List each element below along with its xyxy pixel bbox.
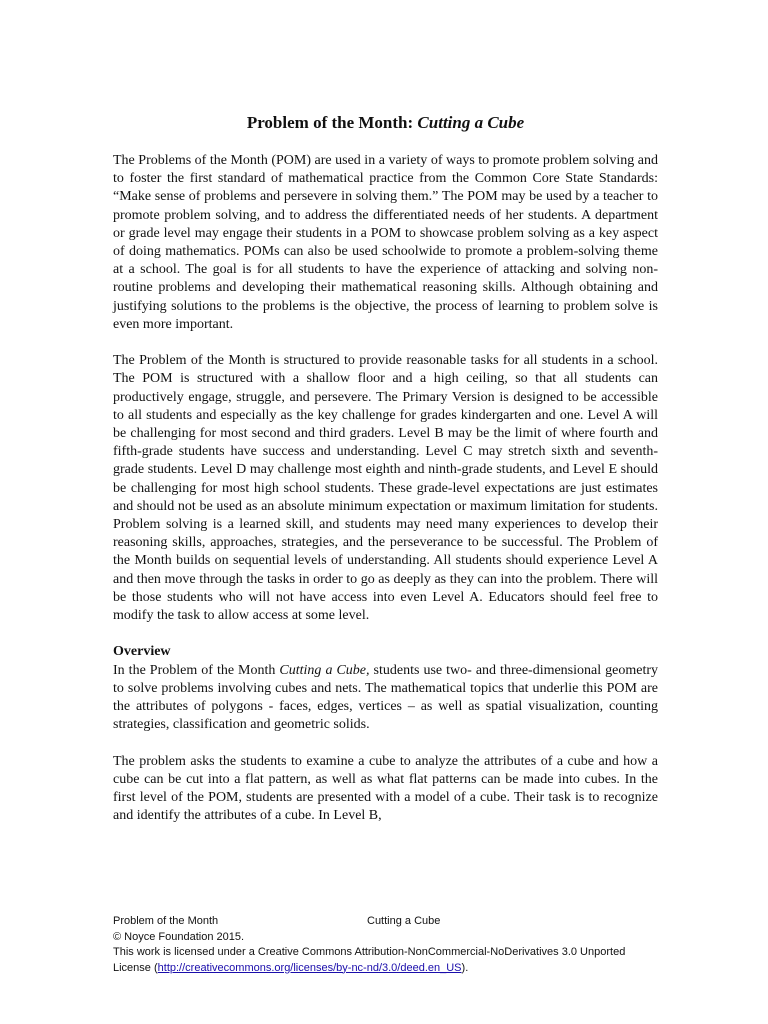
overview-heading: Overview — [113, 644, 171, 660]
footer-license-line1: This work is licensed under a Creative Commons Attribution-NonCommercial-NoDerivatives 3.0 Unported — [113, 946, 626, 958]
footer-title-row — [113, 914, 673, 930]
overview-paragraph — [113, 662, 658, 735]
overview-intro-italic: Cutting a Cube, — [279, 662, 370, 678]
document-page — [113, 0, 658, 1024]
license-link[interactable]: http://creativecommons.org/licenses/by-nc-nd/3.0/deed.en_US — [157, 961, 462, 974]
footer-license-prefix: License ( — [113, 961, 158, 974]
paragraph-problem: The problem asks the students to examine a cube to analyze the attributes of a cube and how a cube can be cut into a flat pattern, as well as what flat patterns can be made into cubes. In the first level of the POM, students are presented with a model of a cube. Their task is to recognize and identify the attributes of a cube. In Level B, — [113, 753, 658, 824]
overview-intro-before: In the Problem of the Month — [113, 662, 280, 678]
paragraph-structure: The Problem of the Month is structured to provide reasonable tasks for all students in a school. The POM is structured with a shallow floor and a high ceiling, so that all students can productively engage, struggle, and persevere. The Primary Version is designed to be accessible to all students and especially as the key challenge for grades kindergarten and one. Level A will be challenging for most second and third graders. Level B may be the limit of where fourth and fifth-grade students have success and understanding. Level C may stretch sixth and seventh-grade students. Level D may challenge most eighth and ninth-grade students, and Level E should be challenging for most high school students. These grade-level expectations are just estimates and should not be used as an absolute minimum expectation or maximum limitation for students. Problem solving is a learned skill, and students may need many experiences to develop their reasoning skills, approaches, strategies, and the perseverance to be successful. The Problem of the Month builds on sequential levels of understanding. All students should experience Level A and then move through the tasks in order to go as deeply as they can into the problem. There will be those students who will not have access into even Level A. Educators should feel free to modify the task to allow access at some level. — [113, 353, 658, 624]
overview-intro-after: students use two- and three-dimensional geometry to solve problems involving cubes and nets. The mathematical topics that underlie this POM are the attributes of polygons - faces, edges, vertices – as well as spatial visualization, counting strategies, classification and geometric solids. — [113, 662, 659, 733]
paragraph-intro: The Problems of the Month (POM) are used in a variety of ways to promote problem solving and to foster the first standard of mathematical practice from the Common Core State Standards: “Make sense of problems and persevere in solving them.” The POM may be used by a teacher to promote problem solving, and to address the differentiated needs of her students. A department or grade level may engage their students in a POM to showcase problem solving as a key aspect of doing mathematics. POMs can also be used schoolwide to promote a problem-solving theme at a school. The goal is for all students to have the experience of attacking and solving non-routine problems and developing their mathematical reasoning skills. Although obtaining and justifying solutions to the problems is the objective, the process of learning to problem solve is even more important. — [113, 153, 658, 332]
footer-license-suffix: ). — [461, 961, 469, 974]
page-footer — [113, 914, 673, 976]
body-text — [113, 152, 658, 844]
footer-left-text: Problem of the Month — [113, 915, 219, 927]
footer-license-line2 — [113, 961, 673, 977]
page-title — [113, 113, 658, 133]
footer-copyright: © Noyce Foundation 2015. — [113, 930, 245, 943]
title-prefix: Problem of the Month: — [246, 113, 414, 132]
title-italic: Cutting a Cube — [417, 113, 525, 132]
footer-center-text: Cutting a Cube — [367, 915, 441, 927]
